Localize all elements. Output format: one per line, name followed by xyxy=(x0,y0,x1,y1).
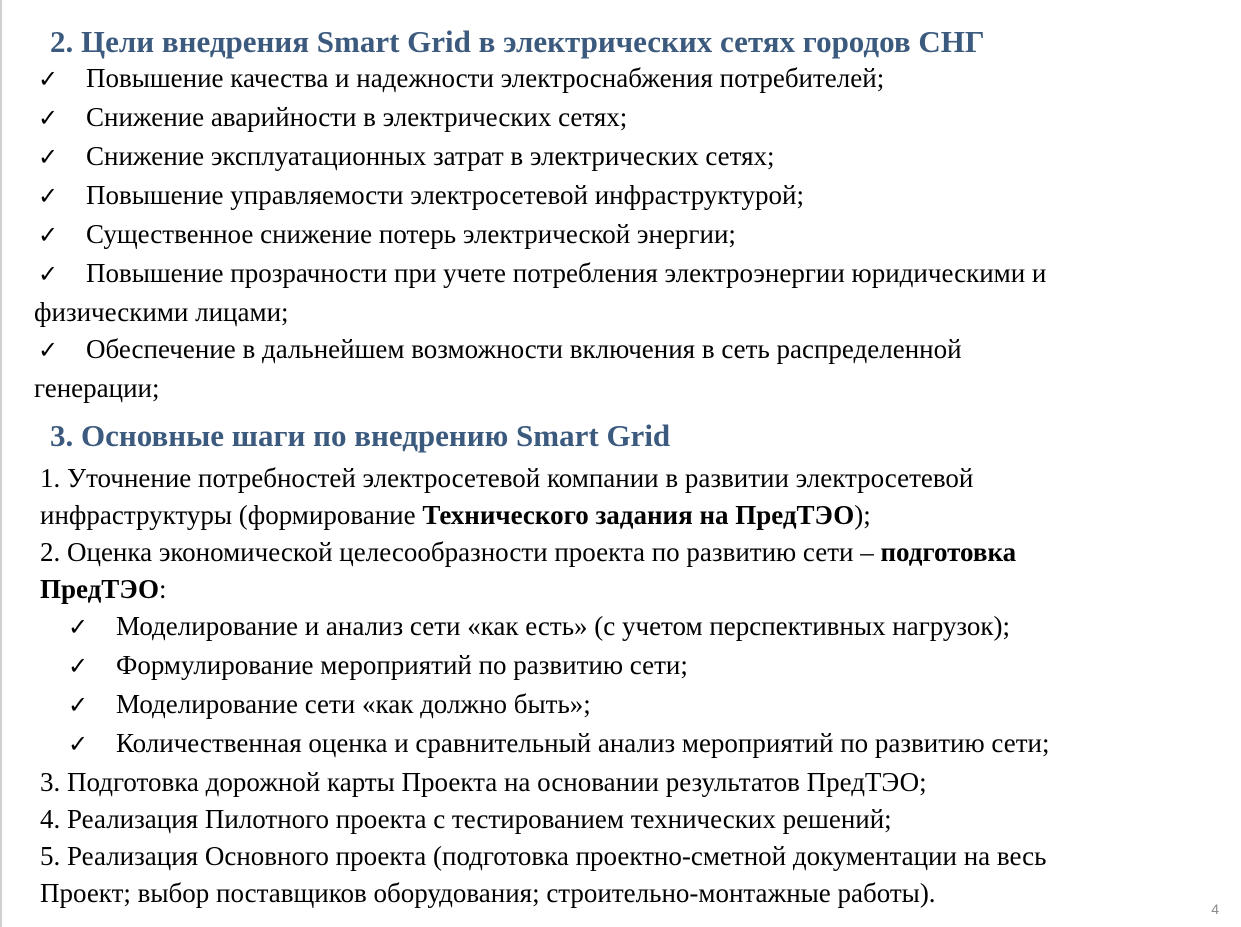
section-3-title: 3. Основные шаги по внедрению Smart Grid xyxy=(50,418,671,453)
step-2-bold-text: подготовка xyxy=(880,537,1017,567)
goal-text: Снижение аварийности в электрических сетях; xyxy=(86,102,628,132)
step-2-subitem xyxy=(40,725,1049,764)
goals-list xyxy=(34,60,1047,407)
check-icon: ✓ xyxy=(68,732,89,758)
goal-item xyxy=(38,177,1046,216)
goal-item xyxy=(38,216,1046,255)
check-icon: ✓ xyxy=(38,67,59,93)
goal-text-continuation: физическими лицами; xyxy=(34,297,289,327)
goal-text: Повышение качества и надежности электроснабжения потребителей; xyxy=(86,63,885,93)
goal-item xyxy=(34,331,1046,407)
step-4: 4. Реализация Пилотного проекта с тестированием технических решений; xyxy=(40,804,892,834)
subitem-text: Моделирование и анализ сети «как есть» (с учетом перспективных нагрузок); xyxy=(116,611,1011,641)
subitem-text: Формулирование мероприятий по развитию сети; xyxy=(116,650,688,680)
goal-item xyxy=(38,138,1046,177)
goal-item xyxy=(34,255,1047,331)
check-icon: ✓ xyxy=(68,654,89,680)
check-icon: ✓ xyxy=(38,106,59,132)
step-1-punct: ); xyxy=(854,500,871,530)
check-icon: ✓ xyxy=(38,262,59,288)
step-1-bold-text: Технического задания на ПредТЭО xyxy=(422,500,855,530)
page-number: 4 xyxy=(1211,901,1219,917)
steps-list xyxy=(40,460,1049,912)
goal-text: Повышение управляемости электросетевой инфраструктурой; xyxy=(86,180,804,210)
step-1-line-1: 1. Уточнение потребностей электросетевой компании в развитии электросетевой xyxy=(40,463,974,493)
step-5-line-1: 5. Реализация Основного проекта (подготовка проектно-сметной документации на весь xyxy=(40,841,1047,871)
subitem-text: Количественная оценка и сравнительный анализ мероприятий по развитию сети; xyxy=(116,728,1050,758)
subitem-text: Моделирование сети «как должно быть»; xyxy=(116,689,591,719)
step-2-text: 2. Оценка экономической целесообразности проекта по развитию сети – xyxy=(40,537,881,567)
goal-text-continuation: генерации; xyxy=(34,373,160,403)
step-2-subitem xyxy=(40,608,1049,647)
step-2-line-1 xyxy=(40,534,1049,571)
goal-item xyxy=(38,99,1046,138)
step-2-subitem xyxy=(40,686,1049,725)
check-icon: ✓ xyxy=(68,615,89,641)
step-2-bold-text: ПредТЭО xyxy=(40,574,159,604)
step-2-punct: : xyxy=(158,574,167,604)
goal-text: Снижение эксплуатационных затрат в электрических сетях; xyxy=(86,141,775,171)
check-icon: ✓ xyxy=(68,693,89,719)
step-1-line-2 xyxy=(40,497,1049,534)
step-5-line-2: Проект; выбор поставщиков оборудования; строительно-монтажные работы). xyxy=(40,878,936,908)
step-1-text: инфраструктуры (формирование xyxy=(40,500,423,530)
section-2-title: 2. Цели внедрения Smart Grid в электрических сетях городов СНГ xyxy=(50,24,985,59)
goal-text: Обеспечение в дальнейшем возможности включения в сеть распределенной xyxy=(86,334,962,364)
check-icon: ✓ xyxy=(38,338,59,364)
check-icon: ✓ xyxy=(38,184,59,210)
check-icon: ✓ xyxy=(38,145,59,171)
goal-item xyxy=(38,60,1046,99)
goal-text: Повышение прозрачности при учете потребления электроэнергии юридическими и xyxy=(86,258,1047,288)
step-3: 3. Подготовка дорожной карты Проекта на основании результатов ПредТЭО; xyxy=(40,767,927,797)
goal-text: Существенное снижение потерь электрической энергии; xyxy=(86,219,736,249)
step-2-line-2 xyxy=(40,571,1049,608)
check-icon: ✓ xyxy=(38,223,59,249)
step-2-subitem xyxy=(40,647,1049,686)
left-border xyxy=(0,0,2,927)
